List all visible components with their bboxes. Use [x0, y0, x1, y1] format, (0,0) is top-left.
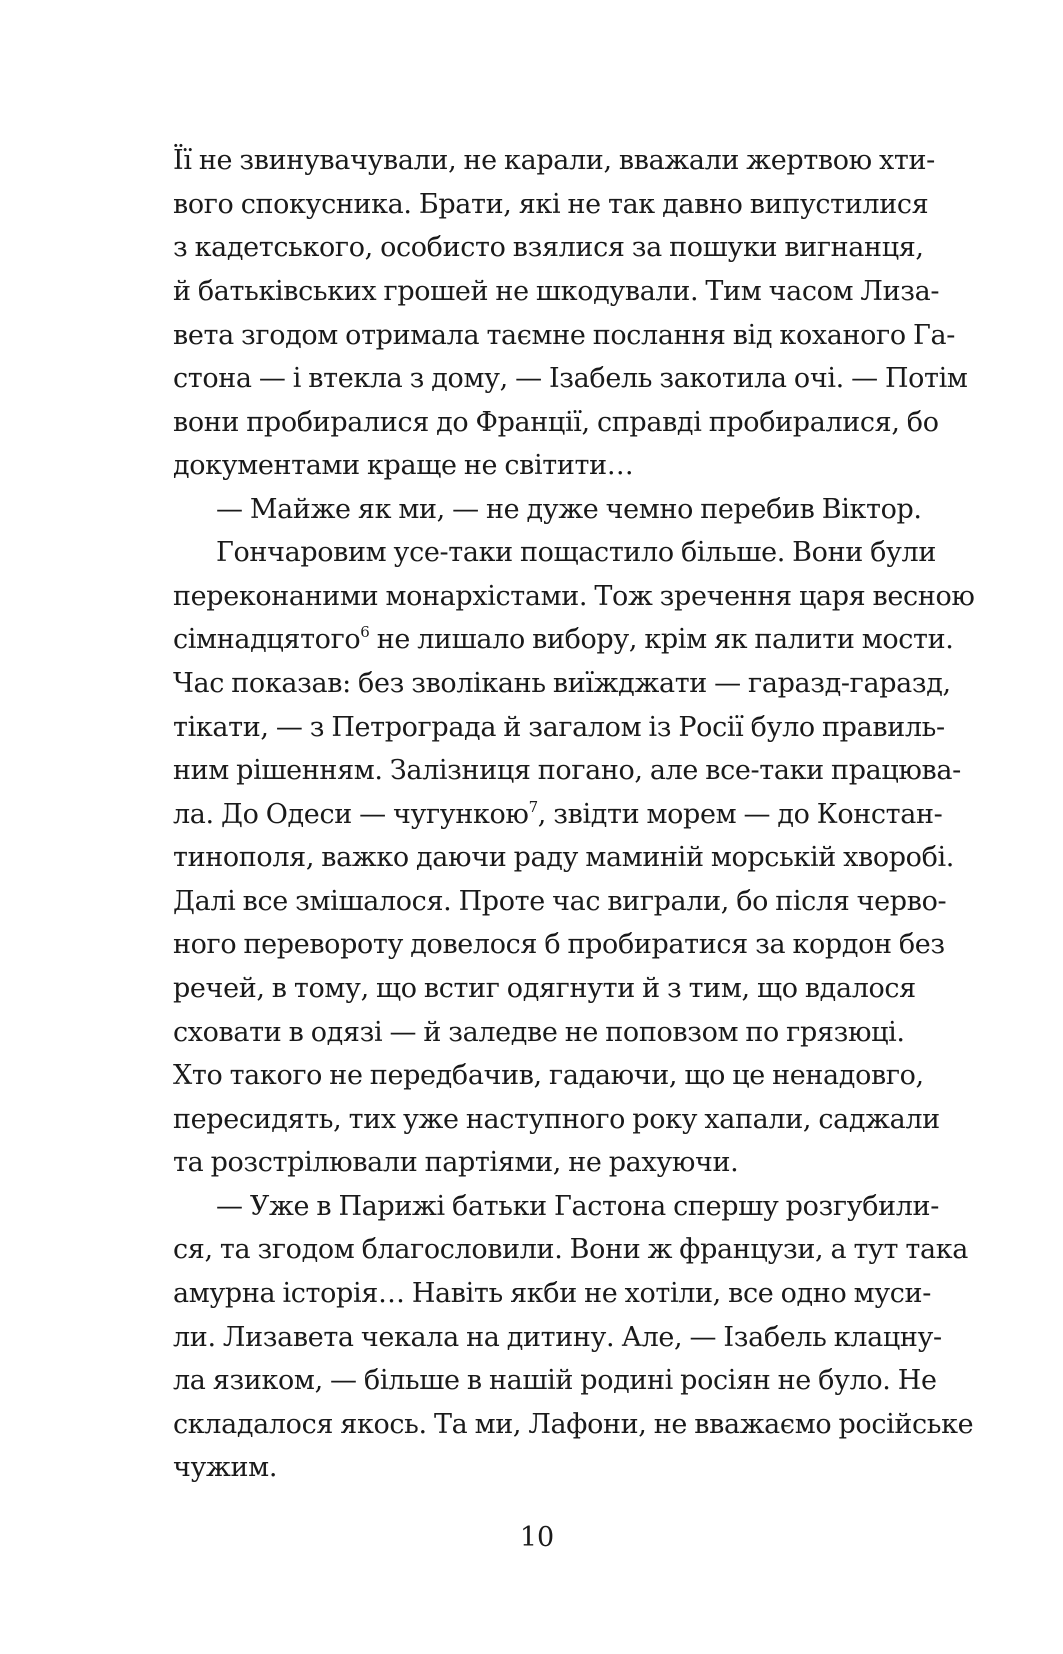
text-line: амурна історія… Навіть якби не хотіли, все одно муси- [173, 1278, 931, 1309]
text-line: з кадетського, особисто взялися за пошуки вигнанця, [173, 232, 924, 263]
text-line: складалося якось. Та ми, Лафони, не вважаємо російське [173, 1409, 974, 1440]
text-line: та розстрілювали партіями, не рахуючи. [173, 1147, 739, 1178]
text-line: Час показав: без зволікань виїжджати — гаразд-гаразд, [173, 668, 951, 699]
text-line: стона — і втекла з дому, — Ізабель закотила очі. — Потім [173, 363, 968, 394]
text-line: тинополя, важко даючи раду маминій морській хворобі. [173, 842, 955, 873]
text-segment: сімнадцятого [173, 624, 361, 655]
text-line: переконаними монархістами. Тож зречення царя весною [173, 581, 975, 612]
text-segment: , звідти морем — до Констан- [537, 799, 943, 830]
paragraph-first-line: Гончаровим усе-таки пощастило більше. Вони були [216, 537, 936, 568]
footnote-marker: 7 [528, 798, 538, 816]
text-line: сховати в одязі — й заледве не поповзом по грязюці. [173, 1017, 905, 1048]
dialogue-line: — Уже в Парижі батьки Гастона спершу розгубили- [216, 1191, 939, 1222]
text-line: Далі все змішалося. Проте час виграли, бо після черво- [173, 886, 947, 917]
text-line: речей, в тому, що встиг одягнути й з тим, що вдалося [173, 973, 916, 1004]
text-line: ся, та згодом благословили. Вони ж французи, а тут така [173, 1234, 968, 1265]
text-line: вони пробиралися до Франції, справді пробиралися, бо [173, 407, 939, 438]
text-line: тікати, — з Петрограда й загалом із Росії було правиль- [173, 712, 945, 743]
text-line: й батьківських грошей не шкодували. Тим часом Лиза- [173, 276, 940, 307]
text-line: пересидять, тих уже наступного року хапали, саджали [173, 1104, 940, 1135]
text-line: ли. Лизавета чекала на дитину. Але, — Ізабель клацну- [173, 1322, 942, 1353]
text-line: ним рішенням. Залізниця погано, але все-таки працюва- [173, 755, 961, 786]
text-line: документами краще не світити… [173, 450, 634, 481]
text-line: Її не звинувачували, не карали, вважали жертвою хти- [173, 145, 935, 176]
footnote-marker: 6 [360, 623, 370, 641]
text-segment: не лишало вибору, крім як палити мости. [369, 624, 954, 655]
text-line: Хто такого не передбачив, гадаючи, що це ненадовго, [173, 1060, 924, 1091]
text-line [173, 795, 943, 835]
text-segment: ла. До Одеси — чугункою [173, 799, 529, 830]
text-line: ного перевороту довелося б пробиратися за кордон без [173, 929, 945, 960]
dialogue-line: — Майже як ми, — не дуже чемно перебив Віктор. [216, 494, 922, 525]
text-line: чужим. [173, 1452, 278, 1483]
text-line: ла язиком, — більше в нашій родині росіян не було. Не [173, 1365, 937, 1396]
text-line: вета згодом отримала таємне послання від коханого Га- [173, 320, 956, 351]
page-number: 10 [519, 1522, 555, 1553]
text-line: вого спокусника. Брати, які не так давно випустилися [173, 189, 929, 220]
text-line [173, 620, 954, 660]
